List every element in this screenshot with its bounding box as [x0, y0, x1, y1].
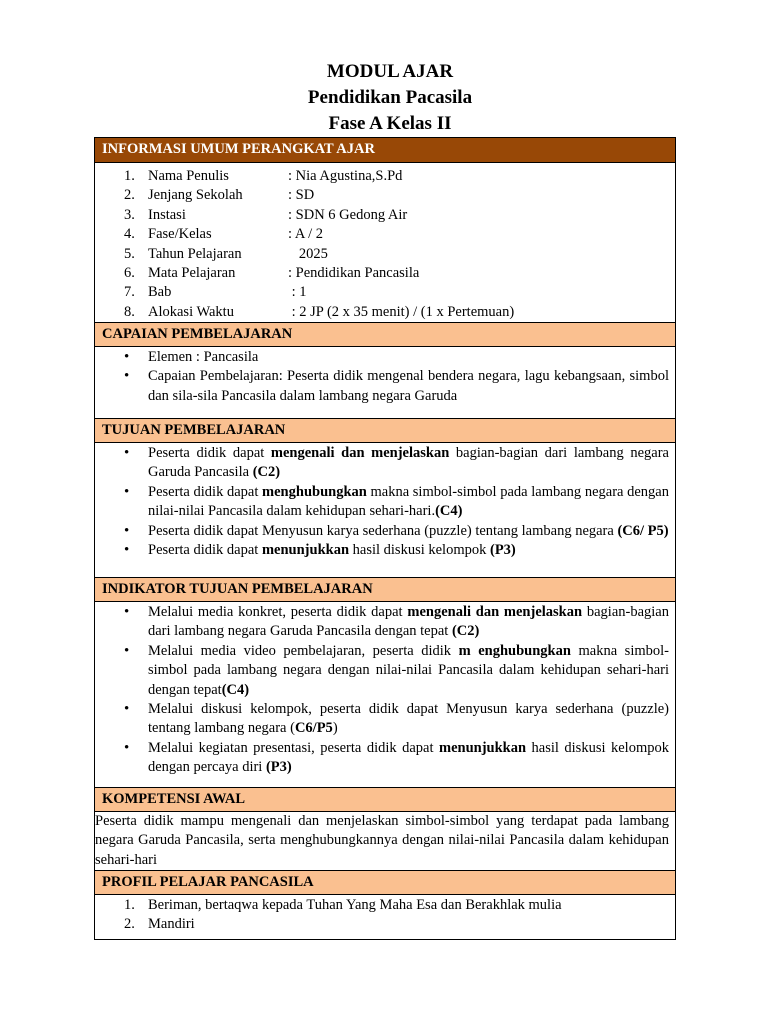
section-header-kompetensi: KOMPETENSI AWAL	[95, 787, 675, 812]
list-item: • Melalui media video pembelajaran, peserta didik m enghubungkan makna simbol-simbol pada lambang negara dengan nilai-nilai Pancasila dalam kehidupan sehari-hari dengan tepat(C4)	[95, 642, 675, 700]
section-header-tujuan: TUJUAN PEMBELAJARAN	[95, 418, 675, 443]
list-item: • Melalui diskusi kelompok, peserta didik dapat Menyusun karya sederhana (puzzle) tentang lambang negara (C6/P5)	[95, 700, 675, 739]
kompetensi-text: Peserta didik mampu mengenali dan menjelaskan simbol-simbol yang terdapat pada lambang negara Garuda Pancasila, serta menghubungkannya dengan nilai-nilai Pancasila dalam kehidupan sehari-hari	[95, 813, 669, 868]
section-body-capaian	[95, 347, 675, 418]
list-item: • Melalui media konkret, peserta didik dapat mengenali dan menjelaskan bagian-bagian dari lambang negara Garuda Pancasila dengan tepat (C2)	[95, 603, 675, 642]
section-header-indikator: INDIKATOR TUJUAN PEMBELAJARAN	[95, 577, 675, 602]
section-body-indikator	[95, 602, 675, 787]
info-item: 2. Jenjang Sekolah : SD	[124, 187, 315, 204]
list-item: • Peserta didik dapat Menyusun karya sederhana (puzzle) tentang lambang negara (C6/ P5)	[95, 522, 675, 541]
section-header-informasi: INFORMASI UMUM PERANGKAT AJAR	[95, 138, 675, 163]
section-body-profil	[95, 895, 675, 939]
doc-title: MODUL AJAR	[326, 61, 454, 82]
doc-phase: Fase A Kelas II	[328, 113, 452, 134]
list-item: • Elemen : Pancasila	[95, 348, 675, 367]
profil-item: 1. Beriman, bertaqwa kepada Tuhan Yang Maha Esa dan Berakhlak mulia	[124, 897, 562, 913]
doc-subject: Pendidikan Pacasila	[307, 87, 473, 108]
list-item: • Peserta didik dapat mengenali dan menjelaskan bagian-bagian dari lambang negara Garuda Pancasila (C2)	[95, 444, 675, 483]
section-header-profil: PROFIL PELAJAR PANCASILA	[95, 870, 675, 895]
section-body-informasi	[95, 163, 675, 322]
list-item: • Peserta didik dapat menghubungkan makna simbol-simbol pada lambang negara dengan nilai-nilai Pancasila dalam kehidupan sehari-hari.(C4)	[95, 483, 675, 522]
info-item: 5. Tahun Pelajaran 2025	[124, 245, 328, 262]
list-item: • Melalui kegiatan presentasi, peserta didik dapat menunjukkan hasil diskusi kelompok dengan percaya diri (P3)	[95, 739, 675, 778]
list-item: • Peserta didik dapat menunjukkan hasil diskusi kelompok (P3)	[95, 541, 675, 560]
info-item: 4. Fase/Kelas : A / 2	[124, 226, 324, 243]
list-item: • Capaian Pembelajaran: Peserta didik mengenal bendera negara, lagu kebangsaan, simbol dan sila-sila Pancasila dalam lambang negara Garuda	[95, 367, 675, 406]
info-item: 8. Alokasi Waktu : 2 JP (2 x 35 menit) / (1 x Pertemuan)	[124, 303, 515, 320]
section-body-tujuan	[95, 443, 675, 577]
info-item: 1. Nama Penulis : Nia Agustina,S.Pd	[124, 168, 403, 184]
module-table	[94, 137, 676, 940]
info-item: 6. Mata Pelajaran : Pendidikan Pancasila	[124, 264, 420, 281]
section-body-kompetensi	[95, 812, 675, 870]
section-header-capaian: CAPAIAN PEMBELAJARAN	[95, 322, 675, 347]
info-item: 3. Instasi : SDN 6 Gedong Air	[124, 206, 408, 223]
profil-item: 2. Mandiri	[124, 916, 195, 933]
info-item: 7. Bab : 1	[124, 284, 307, 301]
